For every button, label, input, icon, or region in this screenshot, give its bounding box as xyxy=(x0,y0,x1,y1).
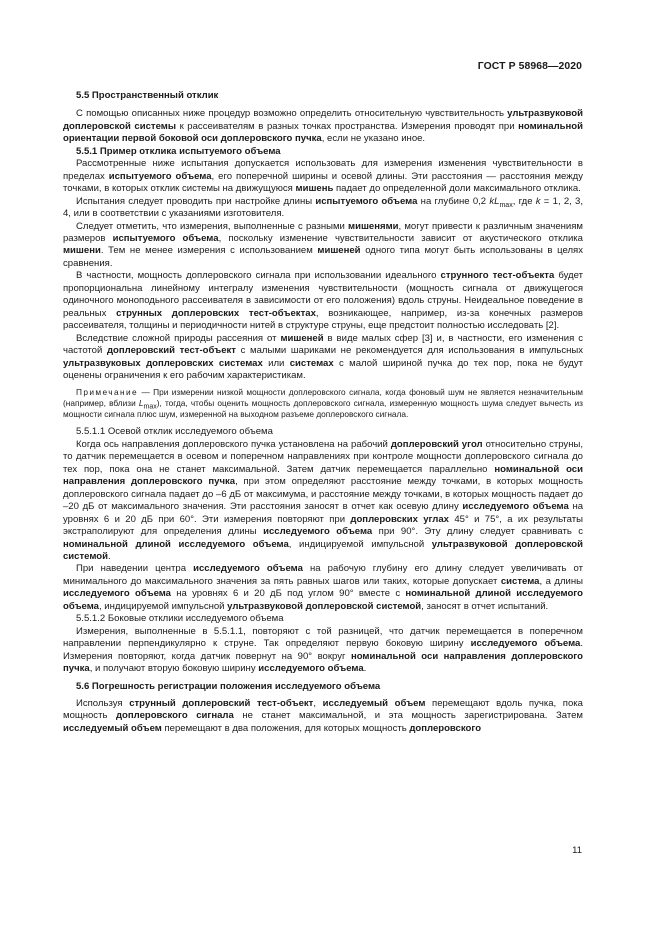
bold-term: ультразвуковой доплеровской системой xyxy=(227,600,422,612)
bold-term: ультразвуковой доплеровской системы xyxy=(63,108,583,132)
bold-term: исследуемого объема xyxy=(258,663,364,675)
text-run: — При измерении низкой мощности доплеровского сигнала, когда фоновый шум не является незначительным (например, вблизи xyxy=(63,387,583,409)
section-5-6-heading: 5.6 Погрешность регистрации положения исследуемого объема xyxy=(76,681,381,693)
note-paragraph xyxy=(63,387,583,420)
text-run: или xyxy=(262,357,290,369)
bold-term: мишеней xyxy=(280,332,324,344)
page-body xyxy=(63,87,583,735)
section-5-5-heading: 5.5 Пространственный отклик xyxy=(76,90,219,101)
text-run: . xyxy=(107,550,111,562)
bold-term: мишенями xyxy=(348,220,399,232)
text-run: Когда ось направления доплеровского пучка установлена на рабочий xyxy=(76,438,391,450)
text-run: 45° и 75°, а их результаты экстраполируют для определения длины xyxy=(63,513,583,538)
bold-term: доплеровский угол xyxy=(390,438,483,450)
bold-term: струнных доплеровских тест-объектах xyxy=(116,307,316,319)
bold-term: системах xyxy=(289,357,334,369)
text-run: В частности, мощность доплеровского сигнала при использовании идеального xyxy=(76,270,441,282)
text-run: При наведении центра xyxy=(76,563,194,575)
text-run: Измерения, выполненные в 5.5.1.1, повторяют с той разницей, что датчик перемещается в поперечном направлении перпендикулярно к струне. Так определяют первую боковую ширину xyxy=(63,625,583,650)
section-5-5-1-2-paragraph xyxy=(63,626,583,676)
text-run: , где xyxy=(512,195,536,207)
text-run: = 1, 2, 3, 4, или в соответствии с указаниями изготовителя. xyxy=(63,195,584,220)
bold-term: доплеровских углах xyxy=(350,513,449,525)
text-run: , заносят в отчет испытаний. xyxy=(421,600,549,612)
text-run: с малой шириной пучка до тех пор, пока не будут оценены ограничения к его рабочим характеристикам. xyxy=(63,357,583,381)
bold-term: исследуемого объема xyxy=(263,526,373,538)
text-run: падает до определенной доли максимального отклика. xyxy=(333,183,581,195)
text-run: перемещают в два положения, для которых мощность xyxy=(161,722,410,734)
text-run: Испытания следует проводить при настройке длины xyxy=(76,195,316,207)
text-run: , возникающее, например, из-за конечных размеров рассеивателя, толщины и периодичности нитей в структуре струны, еще предстоит полностью исследовать [2]. xyxy=(63,307,583,332)
section-5-5-1-1-paragraph-2 xyxy=(63,563,583,613)
italic-symbol: L xyxy=(138,398,144,409)
text-run: при 90°. Эту длину следует сравнивать с xyxy=(372,526,583,538)
section-5-5-1-paragraph-4 xyxy=(63,270,583,332)
text-run: ), тогда, чтобы оценить мощность доплеровского сигнала, измеренную мощность шума следует вычесть из мощности сигнала плюс шум, измеренной на выходном разъеме доплеровского сигнала. xyxy=(63,398,583,420)
section-5-5-paragraph xyxy=(63,108,583,145)
bold-term: доплеровского сигнала xyxy=(115,710,234,722)
text-run: Примечание xyxy=(76,387,139,398)
text-run: относительно струны, то датчик перемещается в осевом и поперечном направлениях при контроле мощности доплеровского сигнала до тех пор, пока она не станет максимальной. Затем датчик перемещается параллельно xyxy=(63,438,583,475)
text-run: , при этом определяют расстояние между точками, в которых мощность доплеровского сигнала падает до –6 дБ от максимума, и расстояние между точками, в которых мощность падает до –20 дБ от максимального значения. Эти расстояния заносят в отчет как осевую длину xyxy=(63,476,583,513)
bold-term: номинальной длиной исследуемого объема xyxy=(63,588,583,612)
text-run: в виде малых сфер [3] и, в частности, его изменения с частотой xyxy=(63,332,583,357)
section-5-5-1-paragraph-3 xyxy=(63,221,583,271)
text-run: С помощью описанных ниже процедур возможно определить относительную чувствительность xyxy=(76,108,508,120)
text-run: Используя xyxy=(76,697,130,709)
section-5-5-1-paragraph-2 xyxy=(63,196,583,221)
bold-term: мишени xyxy=(63,245,101,257)
text-run: на уровнях 6 и 20 дБ при 60°. Эти измерения повторяют при xyxy=(63,501,584,525)
text-run: одного типа могут быть использованы в целях сравнения. xyxy=(63,245,583,269)
bold-term: мишень xyxy=(295,183,334,195)
text-run: , поскольку изменение чувствительности зависит от акустического отклика xyxy=(218,232,583,244)
bold-term: номинальной длиной исследуемого объема xyxy=(63,538,289,550)
page-number: 11 xyxy=(572,845,582,856)
bold-term: исследуемого объема xyxy=(63,588,171,600)
section-5-6-paragraph xyxy=(63,698,583,735)
text-run: . Тем не менее измерения с использованием xyxy=(100,245,318,257)
text-run: на уровнях 6 и 20 дБ под углом 90° вместе с xyxy=(171,588,406,600)
text-run: , индицируемой импульсной xyxy=(288,538,432,550)
text-run: , xyxy=(313,697,323,709)
bold-term: система xyxy=(500,575,540,587)
text-run: с малыми шариками не рекомендуется для использования в импульсных xyxy=(235,345,584,357)
bold-term: струнного тест-объекта xyxy=(440,270,555,282)
section-5-5-1-1-heading: 5.5.1.1 Осевой отклик исследуемого объема xyxy=(76,426,273,438)
section-5-5-1-2-heading: 5.5.1.2 Боковые отклики исследуемого объема xyxy=(76,613,284,625)
bold-term: исследуемого объема xyxy=(193,563,303,575)
text-run: перемещают вдоль пучка, пока мощность xyxy=(63,697,583,722)
text-run: на рабочую глубину его длину следует увеличивать от минимального до максимального значения за пять равных шагов или таких, которые допускает xyxy=(63,563,584,587)
text-run: будет пропорциональна линейному интегралу изменения чувствительности (мощность сигнала от движущегося одиночного моноподьного рассеивателя в зависимости от его положения) вдоль струны. Неидеальное поведение в реальных xyxy=(63,270,583,319)
bold-term: ультразвуковой доплеровской системой xyxy=(63,538,583,562)
bold-term: доплеровский тест-объект xyxy=(106,345,236,357)
text-run: , могут привести к различным значениям размеров xyxy=(63,220,583,244)
text-run: не станет максимальной, и эта мощность зарегистрирована. Затем xyxy=(233,710,583,722)
text-run: , индицируемой импульсной xyxy=(99,600,228,612)
text-run: Вследствие сложной природы рассеяния от xyxy=(76,332,281,344)
italic-symbol: k xyxy=(535,195,541,207)
text-run: на глубине 0,2 xyxy=(417,195,490,207)
bold-term: доплеровского xyxy=(409,722,482,734)
italic-symbol: kL xyxy=(489,195,500,207)
bold-term: исследуемого объема xyxy=(462,501,569,513)
bold-term: исследуемого объема xyxy=(470,638,581,650)
bold-term: номинальной оси направления доплеровского пучка xyxy=(63,650,583,675)
bold-term: испытуемого объема xyxy=(315,195,418,207)
section-5-5-1-paragraph-1 xyxy=(63,158,583,195)
bold-term: испытуемого объема xyxy=(112,232,219,244)
text-run: , его поперечной ширины и осевой длины. Эти расстояния — расстояния между точками, в которых отклик системы на движущуюся xyxy=(63,170,583,195)
standard-header: ГОСТ Р 58968—2020 xyxy=(477,61,582,72)
bold-term: ультразвуковых доплеровских системах xyxy=(63,357,263,369)
subscript: max xyxy=(143,404,157,412)
bold-term: номинальной оси направления доплеровского пучка xyxy=(63,463,583,488)
text-run: , если не указано иное. xyxy=(321,133,426,145)
text-run: , а длины xyxy=(539,575,584,587)
bold-term: исследуемый объем xyxy=(63,722,162,734)
subscript: max xyxy=(499,201,513,209)
bold-term: струнный доплеровский тест-объект xyxy=(129,697,314,709)
text-run: к рассеивателям в разных точках пространства. Измерения проводят при xyxy=(176,120,519,132)
bold-term: исследуемый объем xyxy=(322,697,426,709)
text-run: . Измерения повторяют, когда датчик повернут на 90° вокруг xyxy=(63,638,584,662)
text-run: . xyxy=(363,663,367,675)
section-5-5-1-paragraph-5 xyxy=(63,333,583,383)
section-5-5-1-heading: 5.5.1 Пример отклика испытуемого объема xyxy=(76,145,281,157)
text-run: , и получают вторую боковую ширину xyxy=(89,663,259,675)
text-run: Рассмотренные ниже испытания допускается использовать для измерения изменения чувствительности в пределах xyxy=(63,158,583,182)
bold-term: испытуемого объема xyxy=(108,170,212,182)
bold-term: номинальной ориентации первой боковой оси доплеровского пучка xyxy=(63,120,584,145)
text-run: Следует отметить, что измерения, выполненные с разными xyxy=(76,220,349,232)
section-5-5-1-1-paragraph-1 xyxy=(63,439,583,564)
bold-term: мишеней xyxy=(317,245,361,257)
